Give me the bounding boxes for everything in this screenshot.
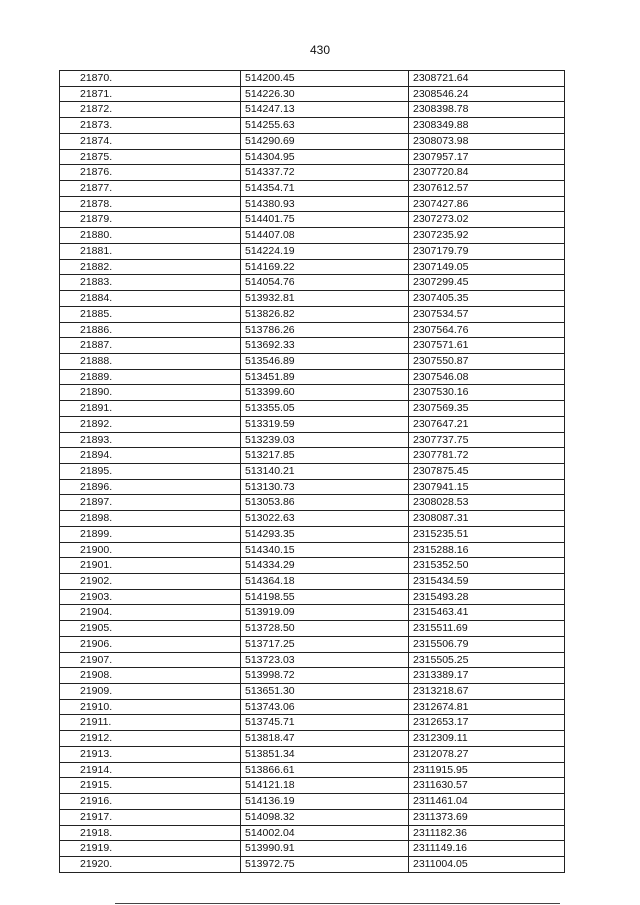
point-number-cell: 21877. bbox=[60, 181, 241, 197]
northing-cell: 2307737.75 bbox=[409, 432, 565, 448]
table-row bbox=[60, 715, 565, 731]
northing-cell: 2315493.28 bbox=[409, 589, 565, 605]
easting-cell: 513651.30 bbox=[241, 684, 409, 700]
easting-cell: 513972.75 bbox=[241, 856, 409, 872]
table-row bbox=[60, 432, 565, 448]
northing-cell: 2308073.98 bbox=[409, 133, 565, 149]
northing-cell: 2311630.57 bbox=[409, 778, 565, 794]
point-number-cell: 21873. bbox=[60, 118, 241, 134]
table-row bbox=[60, 463, 565, 479]
easting-cell: 514136.19 bbox=[241, 794, 409, 810]
point-number-cell: 21897. bbox=[60, 495, 241, 511]
point-number-cell: 21888. bbox=[60, 353, 241, 369]
northing-cell: 2307564.76 bbox=[409, 322, 565, 338]
table-row bbox=[60, 731, 565, 747]
easting-cell: 513022.63 bbox=[241, 511, 409, 527]
easting-cell: 514293.35 bbox=[241, 526, 409, 542]
table-row bbox=[60, 306, 565, 322]
point-number-cell: 21920. bbox=[60, 856, 241, 872]
easting-cell: 514198.55 bbox=[241, 589, 409, 605]
table-row bbox=[60, 291, 565, 307]
point-number-cell: 21899. bbox=[60, 526, 241, 542]
easting-cell: 513919.09 bbox=[241, 605, 409, 621]
easting-cell: 514255.63 bbox=[241, 118, 409, 134]
table-row bbox=[60, 196, 565, 212]
table-row bbox=[60, 181, 565, 197]
table-row bbox=[60, 794, 565, 810]
table-row bbox=[60, 71, 565, 87]
table-row bbox=[60, 841, 565, 857]
table-row bbox=[60, 526, 565, 542]
easting-cell: 513818.47 bbox=[241, 731, 409, 747]
easting-cell: 514121.18 bbox=[241, 778, 409, 794]
point-number-cell: 21917. bbox=[60, 809, 241, 825]
easting-cell: 513866.61 bbox=[241, 762, 409, 778]
northing-cell: 2307941.15 bbox=[409, 479, 565, 495]
table-row bbox=[60, 165, 565, 181]
table-row bbox=[60, 353, 565, 369]
northing-cell: 2307149.05 bbox=[409, 259, 565, 275]
easting-cell: 514354.71 bbox=[241, 181, 409, 197]
table-row bbox=[60, 86, 565, 102]
easting-cell: 513786.26 bbox=[241, 322, 409, 338]
table-row bbox=[60, 856, 565, 872]
table-row bbox=[60, 149, 565, 165]
table-row bbox=[60, 636, 565, 652]
table-body bbox=[60, 71, 565, 873]
easting-cell: 514224.19 bbox=[241, 243, 409, 259]
point-number-cell: 21903. bbox=[60, 589, 241, 605]
table-row bbox=[60, 385, 565, 401]
easting-cell: 514290.69 bbox=[241, 133, 409, 149]
easting-cell: 514380.93 bbox=[241, 196, 409, 212]
easting-cell: 514364.18 bbox=[241, 574, 409, 590]
easting-cell: 513728.50 bbox=[241, 621, 409, 637]
point-number-cell: 21895. bbox=[60, 463, 241, 479]
easting-cell: 513130.73 bbox=[241, 479, 409, 495]
point-number-cell: 21874. bbox=[60, 133, 241, 149]
point-number-cell: 21901. bbox=[60, 558, 241, 574]
easting-cell: 513319.59 bbox=[241, 416, 409, 432]
table-row bbox=[60, 495, 565, 511]
easting-cell: 513932.81 bbox=[241, 291, 409, 307]
table-row bbox=[60, 479, 565, 495]
point-number-cell: 21885. bbox=[60, 306, 241, 322]
bottom-rule bbox=[115, 903, 560, 904]
northing-cell: 2315235.51 bbox=[409, 526, 565, 542]
coordinates-table bbox=[59, 70, 565, 873]
table-row bbox=[60, 542, 565, 558]
point-number-cell: 21878. bbox=[60, 196, 241, 212]
point-number-cell: 21915. bbox=[60, 778, 241, 794]
northing-cell: 2311182.36 bbox=[409, 825, 565, 841]
northing-cell: 2311373.69 bbox=[409, 809, 565, 825]
northing-cell: 2307530.16 bbox=[409, 385, 565, 401]
northing-cell: 2315505.25 bbox=[409, 652, 565, 668]
easting-cell: 514002.04 bbox=[241, 825, 409, 841]
northing-cell: 2312653.17 bbox=[409, 715, 565, 731]
easting-cell: 513140.21 bbox=[241, 463, 409, 479]
northing-cell: 2308398.78 bbox=[409, 102, 565, 118]
easting-cell: 514304.95 bbox=[241, 149, 409, 165]
point-number-cell: 21910. bbox=[60, 699, 241, 715]
point-number-cell: 21911. bbox=[60, 715, 241, 731]
table-row bbox=[60, 401, 565, 417]
easting-cell: 514407.08 bbox=[241, 228, 409, 244]
point-number-cell: 21889. bbox=[60, 369, 241, 385]
point-number-cell: 21882. bbox=[60, 259, 241, 275]
table-row bbox=[60, 621, 565, 637]
table-row bbox=[60, 605, 565, 621]
northing-cell: 2312674.81 bbox=[409, 699, 565, 715]
easting-cell: 514200.45 bbox=[241, 71, 409, 87]
easting-cell: 513355.05 bbox=[241, 401, 409, 417]
point-number-cell: 21908. bbox=[60, 668, 241, 684]
northing-cell: 2308721.64 bbox=[409, 71, 565, 87]
point-number-cell: 21890. bbox=[60, 385, 241, 401]
point-number-cell: 21884. bbox=[60, 291, 241, 307]
northing-cell: 2308087.31 bbox=[409, 511, 565, 527]
point-number-cell: 21883. bbox=[60, 275, 241, 291]
easting-cell: 513692.33 bbox=[241, 338, 409, 354]
easting-cell: 513217.85 bbox=[241, 448, 409, 464]
point-number-cell: 21907. bbox=[60, 652, 241, 668]
northing-cell: 2315434.59 bbox=[409, 574, 565, 590]
northing-cell: 2307546.08 bbox=[409, 369, 565, 385]
point-number-cell: 21916. bbox=[60, 794, 241, 810]
northing-cell: 2307720.84 bbox=[409, 165, 565, 181]
northing-cell: 2311461.04 bbox=[409, 794, 565, 810]
table-row bbox=[60, 762, 565, 778]
northing-cell: 2307957.17 bbox=[409, 149, 565, 165]
table-row bbox=[60, 825, 565, 841]
easting-cell: 513239.03 bbox=[241, 432, 409, 448]
table-row bbox=[60, 684, 565, 700]
northing-cell: 2307571.61 bbox=[409, 338, 565, 354]
table-row bbox=[60, 338, 565, 354]
northing-cell: 2311149.16 bbox=[409, 841, 565, 857]
easting-cell: 514334.29 bbox=[241, 558, 409, 574]
point-number-cell: 21896. bbox=[60, 479, 241, 495]
easting-cell: 513399.60 bbox=[241, 385, 409, 401]
point-number-cell: 21892. bbox=[60, 416, 241, 432]
easting-cell: 514098.32 bbox=[241, 809, 409, 825]
easting-cell: 514401.75 bbox=[241, 212, 409, 228]
point-number-cell: 21914. bbox=[60, 762, 241, 778]
point-number-cell: 21887. bbox=[60, 338, 241, 354]
easting-cell: 513717.25 bbox=[241, 636, 409, 652]
easting-cell: 514226.30 bbox=[241, 86, 409, 102]
easting-cell: 514054.76 bbox=[241, 275, 409, 291]
point-number-cell: 21912. bbox=[60, 731, 241, 747]
northing-cell: 2308349.88 bbox=[409, 118, 565, 134]
point-number-cell: 21905. bbox=[60, 621, 241, 637]
table-row bbox=[60, 668, 565, 684]
easting-cell: 513990.91 bbox=[241, 841, 409, 857]
table-row bbox=[60, 699, 565, 715]
northing-cell: 2307179.79 bbox=[409, 243, 565, 259]
northing-cell: 2315463.41 bbox=[409, 605, 565, 621]
northing-cell: 2307299.45 bbox=[409, 275, 565, 291]
easting-cell: 513743.06 bbox=[241, 699, 409, 715]
table-row bbox=[60, 652, 565, 668]
northing-cell: 2315506.79 bbox=[409, 636, 565, 652]
point-number-cell: 21893. bbox=[60, 432, 241, 448]
northing-cell: 2313218.67 bbox=[409, 684, 565, 700]
point-number-cell: 21872. bbox=[60, 102, 241, 118]
northing-cell: 2308546.24 bbox=[409, 86, 565, 102]
northing-cell: 2307235.92 bbox=[409, 228, 565, 244]
table-row bbox=[60, 118, 565, 134]
table-row bbox=[60, 558, 565, 574]
point-number-cell: 21902. bbox=[60, 574, 241, 590]
table-row bbox=[60, 228, 565, 244]
easting-cell: 513546.89 bbox=[241, 353, 409, 369]
table-row bbox=[60, 778, 565, 794]
coordinates-table-container bbox=[59, 70, 565, 873]
northing-cell: 2307405.35 bbox=[409, 291, 565, 307]
table-row bbox=[60, 746, 565, 762]
table-row bbox=[60, 448, 565, 464]
table-row bbox=[60, 589, 565, 605]
easting-cell: 513851.34 bbox=[241, 746, 409, 762]
table-row bbox=[60, 511, 565, 527]
table-row bbox=[60, 809, 565, 825]
table-row bbox=[60, 243, 565, 259]
northing-cell: 2312078.27 bbox=[409, 746, 565, 762]
table-row bbox=[60, 133, 565, 149]
table-row bbox=[60, 574, 565, 590]
northing-cell: 2307427.86 bbox=[409, 196, 565, 212]
point-number-cell: 21870. bbox=[60, 71, 241, 87]
easting-cell: 514340.15 bbox=[241, 542, 409, 558]
easting-cell: 513053.86 bbox=[241, 495, 409, 511]
table-row bbox=[60, 102, 565, 118]
point-number-cell: 21898. bbox=[60, 511, 241, 527]
point-number-cell: 21909. bbox=[60, 684, 241, 700]
easting-cell: 513998.72 bbox=[241, 668, 409, 684]
northing-cell: 2307612.57 bbox=[409, 181, 565, 197]
easting-cell: 513826.82 bbox=[241, 306, 409, 322]
page-number: 430 bbox=[309, 43, 331, 57]
northing-cell: 2307875.45 bbox=[409, 463, 565, 479]
table-row bbox=[60, 416, 565, 432]
point-number-cell: 21875. bbox=[60, 149, 241, 165]
table-row bbox=[60, 369, 565, 385]
point-number-cell: 21881. bbox=[60, 243, 241, 259]
point-number-cell: 21891. bbox=[60, 401, 241, 417]
northing-cell: 2313389.17 bbox=[409, 668, 565, 684]
northing-cell: 2307647.21 bbox=[409, 416, 565, 432]
table-row bbox=[60, 212, 565, 228]
easting-cell: 513745.71 bbox=[241, 715, 409, 731]
table-row bbox=[60, 259, 565, 275]
point-number-cell: 21880. bbox=[60, 228, 241, 244]
northing-cell: 2307550.87 bbox=[409, 353, 565, 369]
northing-cell: 2311004.05 bbox=[409, 856, 565, 872]
northing-cell: 2315288.16 bbox=[409, 542, 565, 558]
point-number-cell: 21900. bbox=[60, 542, 241, 558]
point-number-cell: 21876. bbox=[60, 165, 241, 181]
easting-cell: 514169.22 bbox=[241, 259, 409, 275]
point-number-cell: 21918. bbox=[60, 825, 241, 841]
easting-cell: 514337.72 bbox=[241, 165, 409, 181]
point-number-cell: 21871. bbox=[60, 86, 241, 102]
northing-cell: 2312309.11 bbox=[409, 731, 565, 747]
point-number-cell: 21894. bbox=[60, 448, 241, 464]
point-number-cell: 21913. bbox=[60, 746, 241, 762]
northing-cell: 2315352.50 bbox=[409, 558, 565, 574]
northing-cell: 2307273.02 bbox=[409, 212, 565, 228]
easting-cell: 513723.03 bbox=[241, 652, 409, 668]
northing-cell: 2308028.53 bbox=[409, 495, 565, 511]
northing-cell: 2307534.57 bbox=[409, 306, 565, 322]
point-number-cell: 21919. bbox=[60, 841, 241, 857]
northing-cell: 2315511.69 bbox=[409, 621, 565, 637]
northing-cell: 2307781.72 bbox=[409, 448, 565, 464]
northing-cell: 2311915.95 bbox=[409, 762, 565, 778]
point-number-cell: 21879. bbox=[60, 212, 241, 228]
point-number-cell: 21886. bbox=[60, 322, 241, 338]
point-number-cell: 21906. bbox=[60, 636, 241, 652]
table-row bbox=[60, 275, 565, 291]
table-row bbox=[60, 322, 565, 338]
point-number-cell: 21904. bbox=[60, 605, 241, 621]
easting-cell: 514247.13 bbox=[241, 102, 409, 118]
easting-cell: 513451.89 bbox=[241, 369, 409, 385]
northing-cell: 2307569.35 bbox=[409, 401, 565, 417]
